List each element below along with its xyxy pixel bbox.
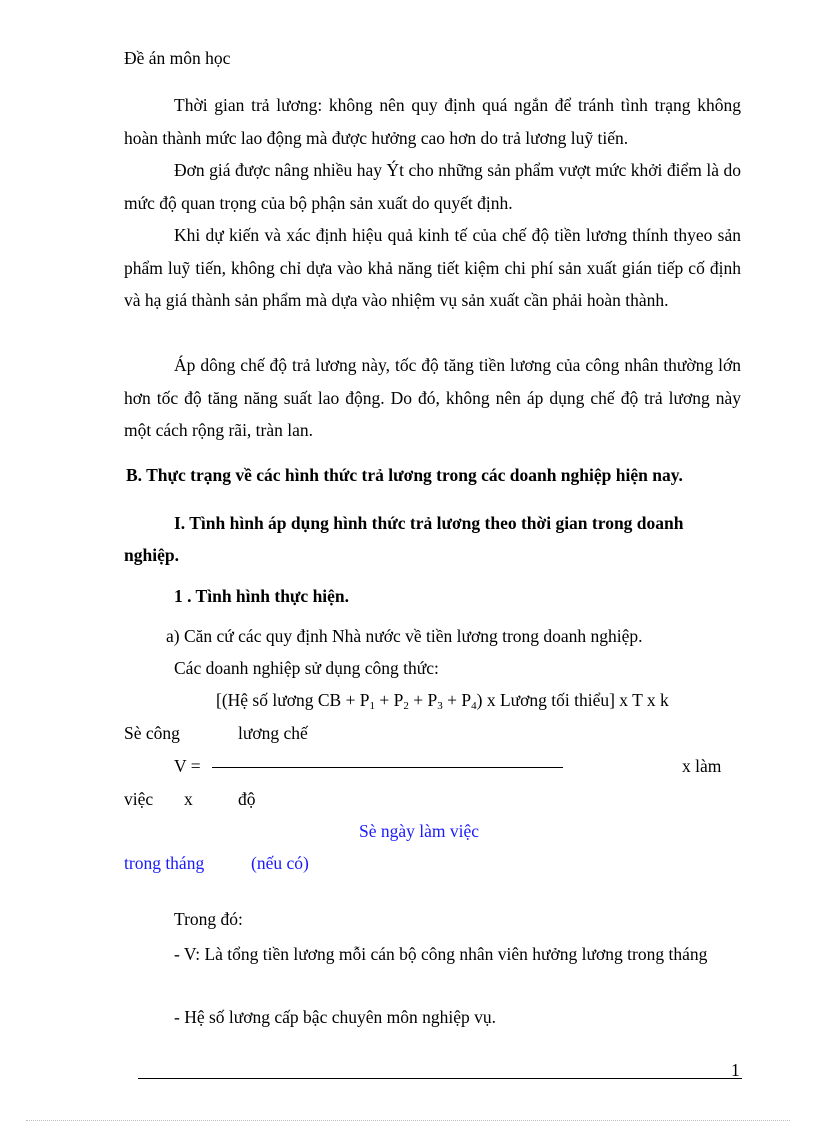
item-a: a) Căn cứ các quy định Nhà nước về tiền lương trong doanh nghiệp. [166,626,643,646]
page-bottom-border [26,1120,790,1121]
subsection-1-heading: 1 . Tình hình thực hiện. [174,586,350,606]
definition-v: - V: Là tổng tiền lương mỗi cán bộ công nhân viên hưởng lương trong tháng [174,944,708,964]
formula-denominator: Sè ngày làm việc [359,821,480,841]
formula-fragment-neu-co: (nếu có) [251,853,309,873]
paragraph-unit-price: Đơn giá được nâng nhiều hay Ýt cho những sản phẩm vượt mức khởi điểm là do mức độ quan trọng của bộ phận sản xuất do quyết định. [124,160,741,213]
formula-fragment-x: x [184,789,193,809]
formula-fragment-viec: việc [124,789,154,809]
formula-fragment-do: độ [238,789,256,809]
paragraph-economic-efficiency: Khi dự kiến và xác định hiệu quả kinh tế của chế độ tiền lương thính thyeo sản phẩm luỹ tiến, không chỉ dựa vào khả năng tiết kiệm chi phí sản xuất gián tiếp cố định và hạ giá thành sản phẩm mà dựa vào nhiệm vụ sản xuất cần phải hoàn thành. [124,225,741,310]
footer-rule [138,1078,742,1079]
section-b-heading: B. Thực trạng về các hình thức trả lương trong các doanh nghiệp hiện nay. [126,465,683,485]
section-i-heading-cont: nghiệp. [124,545,179,565]
formula-fragment-x-lam: x làm [682,756,722,776]
formula-intro: Các doanh nghiệp sử dụng công thức: [174,658,439,678]
page-number: 1 [731,1060,740,1080]
formula-fragment-luong-che: lương chế [238,723,308,743]
fraction-bar [212,767,563,768]
section-i-heading: I. Tình hình áp dụng hình thức trả lương theo thời gian trong doanh [174,513,684,533]
formula-numerator: [(Hệ số lương CB + $P_1 + P_2 + P_3 + P_4$) x Lương tối thiểu] x T x k [216,690,669,712]
formula-lhs: V = [174,756,201,776]
page-header-title: Đề án môn học [124,48,231,68]
trong-do-label: Trong đó: [174,909,243,929]
paragraph-time-pay: Thời gian trả lương: không nên quy định quá ngắn để tránh tình trạng không hoàn thành mức lao động mà được hưởng cao hơn do trả lương luỹ tiến. [124,95,741,148]
definition-coefficient: - Hệ số lương cấp bậc chuyên môn nghiệp vụ. [174,1007,496,1027]
formula-fragment-trong-thang: trong tháng [124,853,205,873]
paragraph-applying-regime: Áp dông chế độ trả lương này, tốc độ tăng tiền lương của công nhân thường lớn hơn tốc độ tăng năng suất lao động. Do đó, không nên áp dụng chế độ trả lương này một cách rộng rãi, tràn lan. [124,355,741,440]
formula-fragment-so-cong: Sè công [124,723,180,743]
